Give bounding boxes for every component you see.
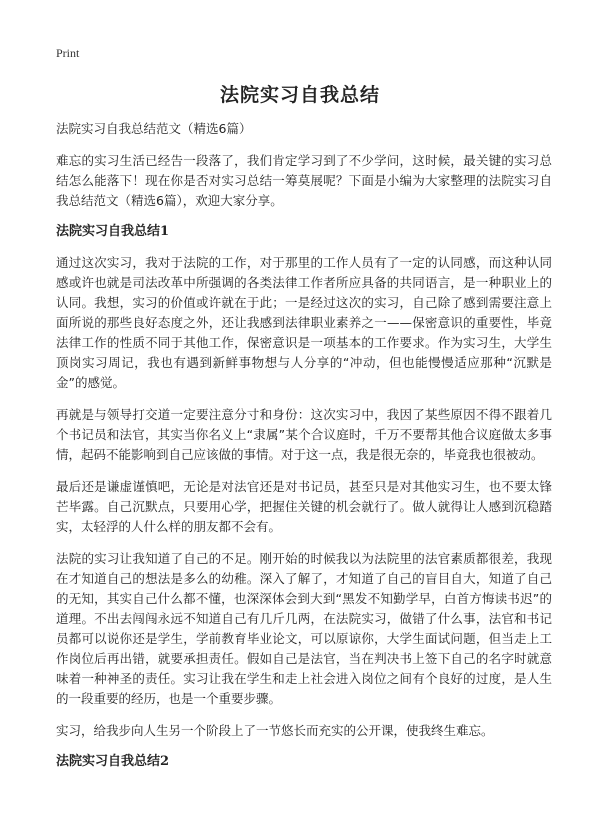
document-subtitle: 法院实习自我总结范文（精选6篇） xyxy=(56,121,252,136)
paragraph: 通过这次实习，我对于法院的工作，对于那里的工作人员有了一定的认同感，而这种认同感或许也就是司法改革中所强调的各类法律工作者所应具备的共同语言，是一种职业上的认同。我想，实习的价值或许就在于此；一是经过这次的实习，自己除了感到需要注意上面所说的那些良好态度之外，还让我感到法律职业素养之一——保密意识的重要性，毕竟法律工作的性质不同于其他工作，保密意识是一项基本的工作要求。作为实习生，大学生顶岗实习周记，我也有遇到新鲜事物想与人分享的“冲动，但也能慢慢适应那种“沉默是金”的感觉。 xyxy=(56,255,552,390)
paragraph: 实习，给我步向人生另一个阶段上了一节悠长而充实的公开课，使我终生难忘。 xyxy=(56,723,494,738)
intro-paragraph: 难忘的实习生活已经告一段落了，我们肯定学习到了不少学问，这时候，最关键的实习总结怎么能落下！现在你是否对实习总结一筹莫展呢？下面是小编为大家整理的法院实习自我总结范文（精选6篇），欢迎大家分享。 xyxy=(56,153,552,208)
section-heading-1: 法院实习自我总结1 xyxy=(56,224,170,239)
paragraph: 法院的实习让我知道了自己的不足。刚开始的时候我以为法院里的法官素质都很差，我现在才知道自己的想法是多么的幼稚。深入了解了，才知道了自己的盲目自大，知道了自己的无知，其实自己什么都不懂，也深深体会到大到“黑发不知勤学早，白首方悔读书迟”的道理。不出去闯闯永远不知道自己有几斤几两，在法院实习，做错了什么事，法官和书记员都可以说你还是学生，学前教育毕业论文，可以原谅你，大学生面试问题，但当走上工作岗位后再出错，就要承担责任。假如自己是法官，当在判决书上签下自己的名字时就意味着一种神圣的责任。实习让我在学生和走上社会进入岗位之间有个良好的过度，是人生的一段重要的经历，也是一个重要步骤。 xyxy=(56,551,552,706)
section-heading-2: 法院实习自我总结2 xyxy=(56,754,170,769)
paragraph: 再就是与领导打交道一定要注意分寸和身份：这次实习中，我因了某些原因不得不跟着几个书记员和法官，其实当你名义上“隶属”某个合议庭时，千万不要帮其他合议庭做太多事情，起码不能影响到自己应该做的事情。对于这一点，我是很无奈的，毕竟我也很被动。 xyxy=(56,407,552,462)
print-link[interactable]: Print xyxy=(56,46,80,60)
page-title: 法院实习自我总结 xyxy=(219,84,380,106)
paragraph: 最后还是谦虚谨慎吧，无论是对法官还是对书记员，甚至只是对其他实习生，也不要太锋芒毕露。自己沉默点，只要用心学，把握住关键的机会就行了。做人就得让人感到沉稳踏实，太轻浮的人什么样的朋友都不会有。 xyxy=(56,479,552,534)
document-body xyxy=(56,120,552,783)
